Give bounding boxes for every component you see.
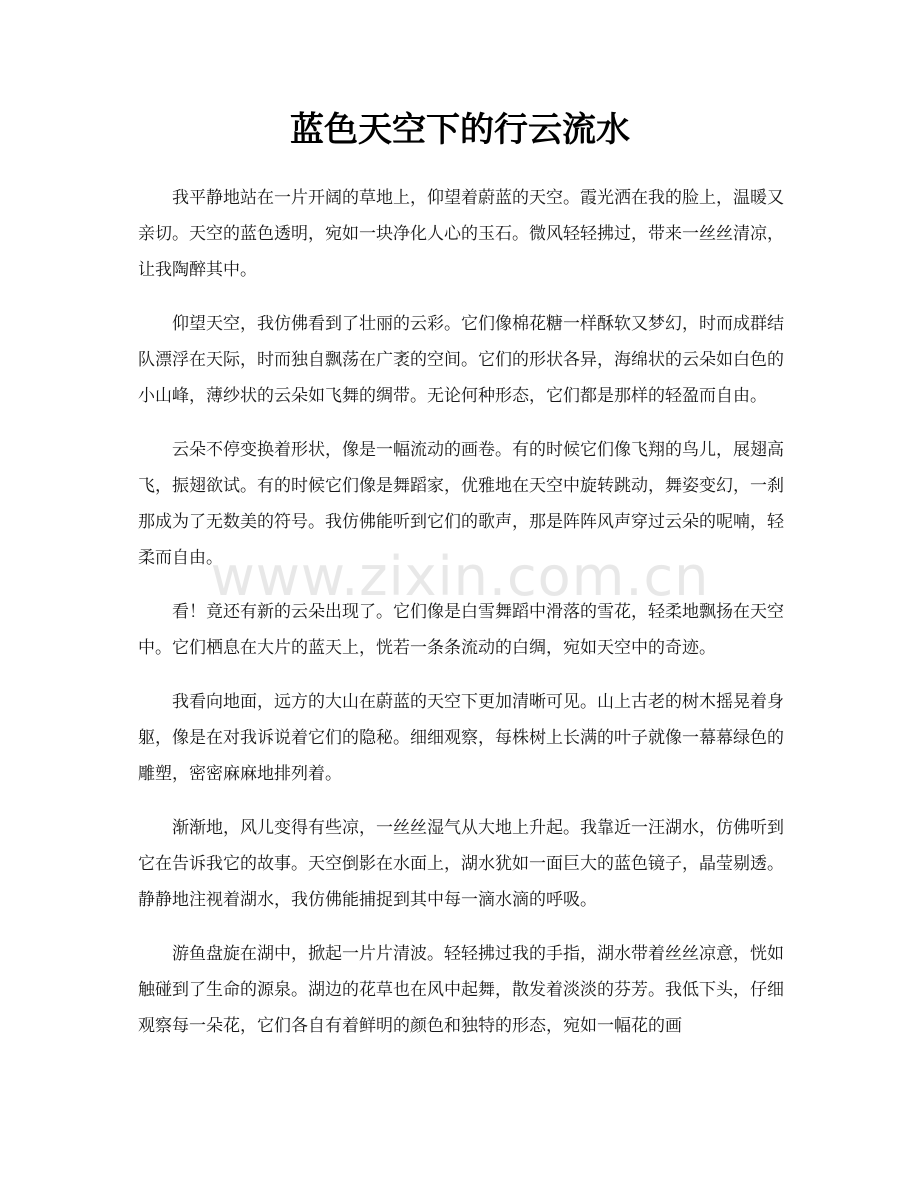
paragraph-4: 看！竟还有新的云朵出现了。它们像是白雪舞蹈中滑落的雪花，轻柔地飘扬在天空中。它们栖息在大片的蓝天上，恍若一条条流动的白绸，宛如天空中的奇迹。 [138,602,784,658]
paragraph-2: 仰望天空，我仿佛看到了壮丽的云彩。它们像棉花糖一样酥软又梦幻，时而成群结队漂浮在天际，时而独自飘荡在广袤的空间。它们的形状各异，海绵状的云朵如白色的小山峰，薄纱状的云朵如飞舞的绸带。无论何种形态，它们都是那样的轻盈而自由。 [138,314,784,406]
paragraph-1: 我平静地站在一片开阔的草地上，仰望着蔚蓝的天空。霞光洒在我的脸上，温暖又亲切。天空的蓝色透明，宛如一块净化人心的玉石。微风轻轻拂过，带来一丝丝清凉，让我陶醉其中。 [138,188,784,280]
paragraph-5: 我看向地面，远方的大山在蔚蓝的天空下更加清晰可见。山上古老的树木摇晃着身躯，像是在对我诉说着它们的隐秘。细细观察，每株树上长满的叶子就像一幕幕绿色的雕塑，密密麻麻地排列着。 [138,692,784,784]
document-title: 蓝色天空下的行云流水 [290,110,630,150]
paragraph-6: 渐渐地，风儿变得有些凉，一丝丝湿气从大地上升起。我靠近一汪湖水，仿佛听到它在告诉我它的故事。天空倒影在水面上，湖水犹如一面巨大的蓝色镜子，晶莹剔透。静静地注视着湖水，我仿佛能捕捉到其中每一滴水滴的呼吸。 [138,818,784,910]
paragraph-7: 游鱼盘旋在湖中，掀起一片片清波。轻轻拂过我的手指，湖水带着丝丝凉意，恍如触碰到了生命的源泉。湖边的花草也在风中起舞，散发着淡淡的芬芳。我低下头，仔细观察每一朵花，它们各自有着鲜明的颜色和独特的形态，宛如一幅花的画 [138,944,784,1036]
document-body [138,180,784,1062]
paragraph-3: 云朵不停变换着形状，像是一幅流动的画卷。有的时候它们像飞翔的鸟儿，展翅高飞，振翅欲试。有的时候它们像是舞蹈家，优雅地在天空中旋转跳动，舞姿变幻，一刹那成为了无数美的符号。我仿佛能听到它们的歌声，那是阵阵风声穿过云朵的呢喃，轻柔而自由。 [138,440,784,568]
watermark-text: www.zixin.com.cn [210,545,710,608]
